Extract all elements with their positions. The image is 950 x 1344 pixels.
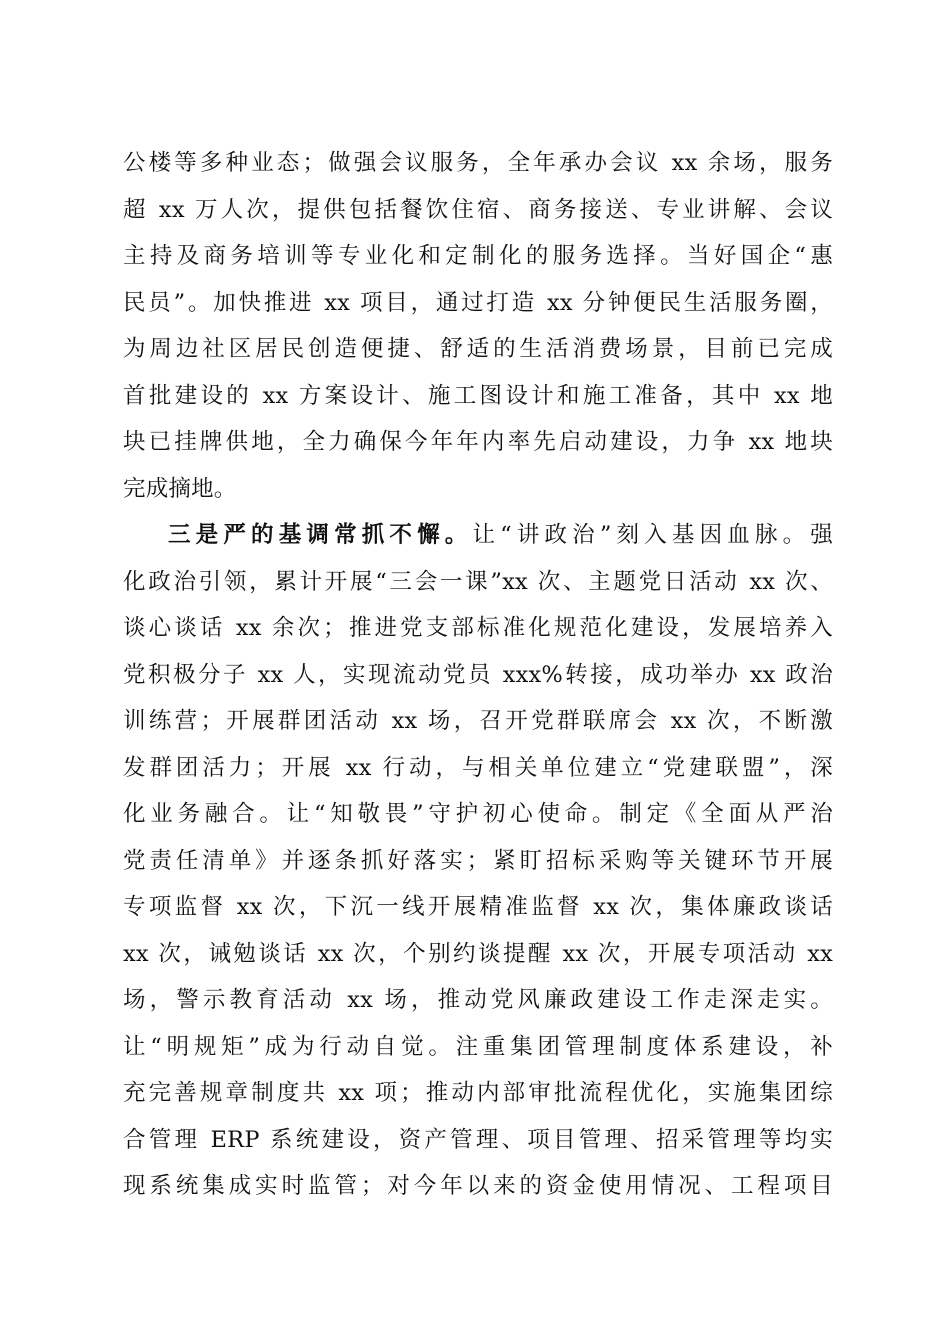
- text-line: 超 xx 万人次，提供包括餐饮住宿、商务接送、专业讲解、会议: [123, 196, 833, 223]
- text-line: 主持及商务培训等专业化和定制化的服务选择。当好国企“惠: [123, 243, 833, 269]
- text-line: 为周边社区居民创造便捷、舒适的生活消费场景，目前已完成: [123, 336, 833, 362]
- text-line: 公楼等多种业态；做强会议服务，全年承办会议 xx 余场，服务: [123, 150, 833, 176]
- text-line: 训练营；开展群团活动 xx 场，召开党群联席会 xx 次，不断激: [123, 708, 833, 734]
- text-line: 首批建设的 xx 方案设计、施工图设计和施工准备，其中 xx 地: [123, 382, 833, 409]
- text-line: 现系统集成实时监管；对今年以来的资金使用情况、工程项目: [123, 1173, 833, 1199]
- section-heading: 三是严的基调常抓不懈。: [168, 522, 473, 548]
- text-line: 化业务融合。让“知敬畏”守护初心使命。制定《全面从严治: [123, 801, 833, 827]
- paragraph-2: [123, 512, 833, 1210]
- text-line: 谈心谈话 xx 余次；推进党支部标准化规范化建设，发展培养入: [123, 615, 833, 641]
- paragraph-first-line: [123, 512, 833, 559]
- paragraph-1: [123, 140, 833, 512]
- text-line: 发群团活力；开展 xx 行动，与相关单位建立“党建联盟”，深: [123, 754, 833, 781]
- document-body: [123, 140, 833, 1210]
- text-line: 化政治引领，累计开展“三会一课”xx 次、主题党日活动 xx 次、: [123, 568, 833, 595]
- text-line: xx 次，诫勉谈话 xx 次，个别约谈提醒 xx 次，开展专项活动 xx: [123, 940, 833, 967]
- text-line: 民员”。加快推进 xx 项目，通过打造 xx 分钟便民生活服务圈，: [123, 289, 833, 316]
- text-line: 合管理 ERP 系统建设，资产管理、项目管理、招采管理等均实: [123, 1126, 833, 1153]
- text-line: 完成摘地。: [123, 475, 237, 502]
- text-line: 充完善规章制度共 xx 项；推动内部审批流程优化，实施集团综: [123, 1080, 833, 1106]
- text-line: 党责任清单》并逐条抓好落实；紧盯招标采购等关键环节开展: [123, 847, 833, 874]
- text-line: 党积极分子 xx 人，实现流动党员 xxx%转接，成功举办 xx 政治: [123, 661, 833, 688]
- text-line: 专项监督 xx 次，下沉一线开展精准监督 xx 次，集体廉政谈话: [123, 894, 833, 920]
- text-line: 场，警示教育活动 xx 场，推动党风廉政建设工作走深走实。: [123, 987, 833, 1013]
- text-line: 让“明规矩”成为行动自觉。注重集团管理制度体系建设，补: [123, 1033, 833, 1060]
- text-line: 块已挂牌供地，全力确保今年年内率先启动建设，力争 xx 地块: [123, 429, 833, 455]
- heading-continuation: 让“讲政治”刻入基因血脉。强: [472, 522, 833, 548]
